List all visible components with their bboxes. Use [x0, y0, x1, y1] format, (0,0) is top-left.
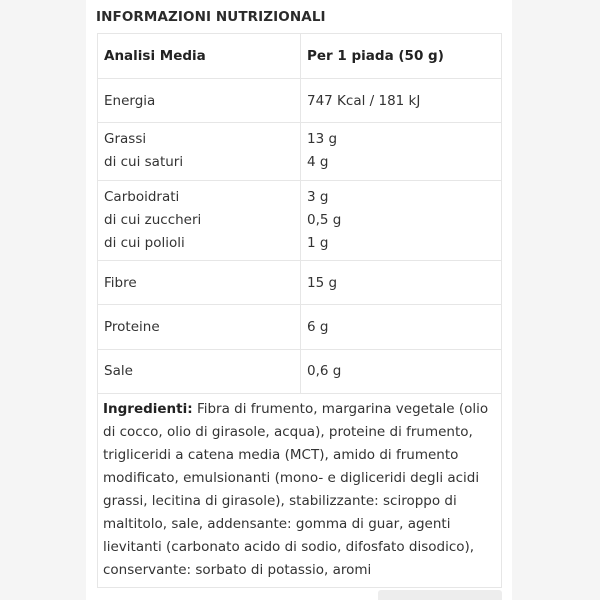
nutrient-value: 0,6 g — [307, 363, 342, 379]
nutrient-subvalue: 4 g — [307, 154, 329, 170]
table-header-per-portion: Per 1 piada (50 g) — [307, 48, 444, 64]
table-row-fibre — [98, 261, 501, 305]
row-value-cell — [301, 123, 501, 180]
table-row-grassi — [98, 123, 501, 181]
bottom-tab — [378, 590, 502, 600]
row-value-cell — [301, 181, 501, 260]
nutrient-sublabel: di cui zuccheri — [104, 212, 202, 228]
nutrient-value: 13 g — [307, 131, 338, 147]
table-row-carboidrati — [98, 181, 501, 261]
ingredients-label: Ingredienti: — [103, 401, 193, 417]
row-label-cell — [98, 123, 301, 180]
row-value-cell — [301, 305, 501, 349]
row-label-cell — [98, 350, 301, 393]
table-row-sale — [98, 350, 501, 394]
row-label-cell — [98, 261, 301, 304]
nutrient-subvalue: 0,5 g — [307, 212, 342, 228]
table-header-row — [98, 34, 501, 79]
row-label-cell — [98, 305, 301, 349]
nutrient-label: Proteine — [104, 319, 160, 335]
row-value-cell — [301, 350, 501, 393]
section-title: INFORMAZIONI NUTRIZIONALI — [96, 9, 326, 25]
nutrient-value: 15 g — [307, 275, 338, 291]
table-header-analysis: Analisi Media — [98, 34, 301, 78]
row-value-cell — [301, 261, 501, 304]
ingredients-block — [98, 396, 501, 582]
nutrient-sublabel: di cui saturi — [104, 154, 184, 170]
row-value-cell — [301, 79, 501, 122]
nutrient-label: Energia — [104, 93, 156, 109]
nutrient-subvalue: 1 g — [307, 235, 329, 251]
nutrient-value: 747 Kcal / 181 kJ — [307, 93, 421, 109]
nutrient-label: Sale — [104, 363, 133, 379]
nutrient-label: Carboidrati — [104, 189, 180, 205]
row-label-cell — [98, 79, 301, 122]
nutrient-sublabel: di cui polioli — [104, 235, 185, 251]
table-row-proteine — [98, 305, 501, 350]
table-row-energia — [98, 79, 501, 123]
nutrient-label: Fibre — [104, 275, 137, 291]
nutrient-label: Grassi — [104, 131, 147, 147]
ingredients-text: Fibra di frumento, margarina vegetale (olio di cocco, olio di girasole, acqua), proteine di frumento, trigliceridi a catena media (MCT), amido di frumento modificato, emulsionanti (mono- e digliceridi degli acidi grassi, lecitina di girasole), stabilizzante: sciroppo di maltitolo, sale, addensante: gomma di guar, agenti lievitanti (carbonato acido di sodio, difosfato disodico), conservante: sorbato di potassio, aromi — [103, 401, 489, 578]
nutrient-value: 6 g — [307, 319, 329, 335]
row-label-cell — [98, 181, 301, 260]
nutrition-table — [97, 33, 502, 588]
nutrient-value: 3 g — [307, 189, 329, 205]
